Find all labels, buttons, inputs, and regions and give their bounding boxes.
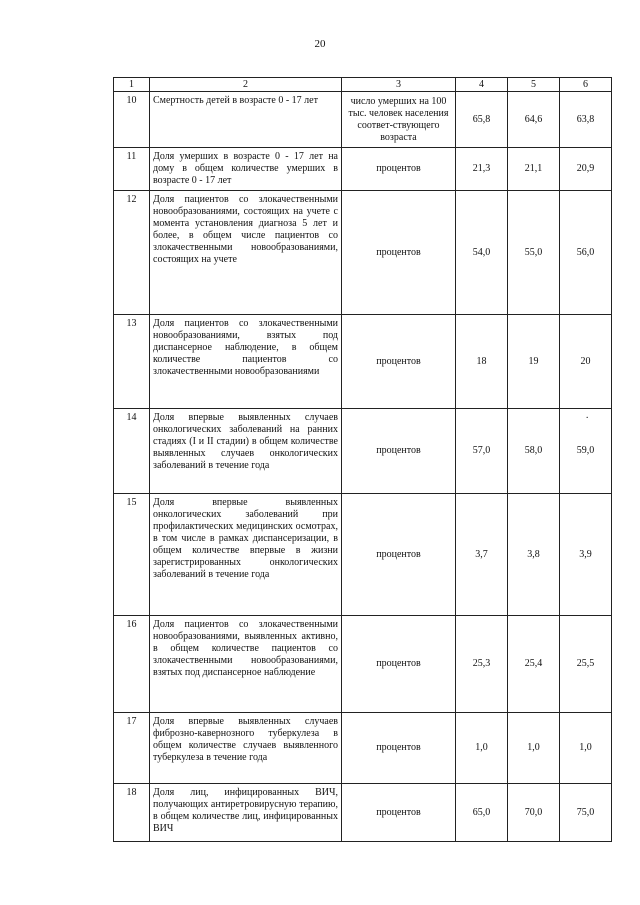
value-cell: 3,9 xyxy=(560,494,612,616)
value-cell: 1,0 xyxy=(456,713,508,784)
unit-cell: процентов xyxy=(342,148,456,191)
table-row xyxy=(114,92,612,148)
table-row xyxy=(114,713,612,784)
header-cell: 1 xyxy=(114,78,150,92)
row-number: 12 xyxy=(114,191,150,315)
value-cell: 1,0 xyxy=(560,713,612,784)
stray-mark: · xyxy=(585,413,589,424)
header-cell: 6 xyxy=(560,78,612,92)
page-number: 20 xyxy=(314,38,326,50)
header-row xyxy=(114,78,612,92)
indicator-name: Смертность детей в возрасте 0 - 17 лет xyxy=(150,92,342,148)
value-cell: 63,8 xyxy=(560,92,612,148)
indicator-name: Доля впервые выявленных онкологических заболеваний при профилактических медицинских осмотрах, в том числе в рамках диспансеризации, в общем количестве впервые в жизни зарегистрированных онкологических заболеваний в течение года xyxy=(150,494,342,616)
table-row xyxy=(114,148,612,191)
value-cell: 1,0 xyxy=(508,713,560,784)
value-cell: 20 xyxy=(560,315,612,409)
value-cell: 19 xyxy=(508,315,560,409)
row-number: 11 xyxy=(114,148,150,191)
table-row xyxy=(114,191,612,315)
value-cell: 3,8 xyxy=(508,494,560,616)
header-cell: 3 xyxy=(342,78,456,92)
table-row xyxy=(114,315,612,409)
value-cell: 65,0 xyxy=(456,784,508,842)
row-number: 17 xyxy=(114,713,150,784)
unit-cell: процентов xyxy=(342,784,456,842)
indicator-name: Доля пациентов со злокачественными новообразованиями, взятых под диспансерное наблюдение, в общем количестве пациентов со злокачественными новообразованиями xyxy=(150,315,342,409)
indicator-name: Доля пациентов со злокачественными новообразованиями, выявленных активно, в общем количестве пациентов со злокачественными новообразованиями, взятых под диспансерное наблюдение xyxy=(150,616,342,713)
table-row xyxy=(114,409,612,494)
value-cell: 56,0 xyxy=(560,191,612,315)
row-number: 10 xyxy=(114,92,150,148)
value-cell: 25,4 xyxy=(508,616,560,713)
row-number: 14 xyxy=(114,409,150,494)
row-number: 15 xyxy=(114,494,150,616)
value-cell: 64,6 xyxy=(508,92,560,148)
header-cell: 2 xyxy=(150,78,342,92)
value-cell: 20,9 xyxy=(560,148,612,191)
value-cell: 54,0 xyxy=(456,191,508,315)
unit-cell: процентов xyxy=(342,315,456,409)
value-cell: 65,8 xyxy=(456,92,508,148)
indicator-name: Доля впервые выявленных случаев онкологических заболеваний на ранних стадиях (I и II стадии) в общем количестве выявленных случаев онкологических заболеваний в течение года xyxy=(150,409,342,494)
indicator-name: Доля пациентов со злокачественными новообразованиями, состоящих на учете с момента установления диагноза 5 лет и более, в общем числе пациентов со злокачественными новообразованиями, состоящих на учете xyxy=(150,191,342,315)
value-cell: 25,5 xyxy=(560,616,612,713)
value-cell: 55,0 xyxy=(508,191,560,315)
value-cell: 21,3 xyxy=(456,148,508,191)
value-cell: 58,0 xyxy=(508,409,560,494)
row-number: 13 xyxy=(114,315,150,409)
header-cell: 4 xyxy=(456,78,508,92)
table-row xyxy=(114,784,612,842)
unit-cell: процентов xyxy=(342,191,456,315)
unit-cell: процентов xyxy=(342,409,456,494)
value-cell: 18 xyxy=(456,315,508,409)
indicator-name: Доля впервые выявленных случаев фиброзно-кавернозного туберкулеза в общем количестве случаев выявленного туберкулеза в течение года xyxy=(150,713,342,784)
value-cell xyxy=(560,409,612,494)
value-cell: 25,3 xyxy=(456,616,508,713)
indicators-table xyxy=(113,77,612,842)
row-number: 18 xyxy=(114,784,150,842)
table-row xyxy=(114,494,612,616)
value-cell: 57,0 xyxy=(456,409,508,494)
table-row xyxy=(114,616,612,713)
unit-cell: процентов xyxy=(342,713,456,784)
value-text: 59,0 xyxy=(576,445,595,456)
value-cell: 75,0 xyxy=(560,784,612,842)
value-cell: 21,1 xyxy=(508,148,560,191)
value-cell: 70,0 xyxy=(508,784,560,842)
header-cell: 5 xyxy=(508,78,560,92)
value-cell: 3,7 xyxy=(456,494,508,616)
unit-cell: процентов xyxy=(342,616,456,713)
unit-cell: число умерших на 100 тыс. человек населения соответ-ствующего возраста xyxy=(342,92,456,148)
row-number: 16 xyxy=(114,616,150,713)
indicator-name: Доля лиц, инфицированных ВИЧ, получающих антиретровирусную терапию, в общем количестве лиц, инфицированных ВИЧ xyxy=(150,784,342,842)
indicator-name: Доля умерших в возрасте 0 - 17 лет на дому в общем количестве умерших в возрасте 0 - 17 лет xyxy=(150,148,342,191)
unit-cell: процентов xyxy=(342,494,456,616)
